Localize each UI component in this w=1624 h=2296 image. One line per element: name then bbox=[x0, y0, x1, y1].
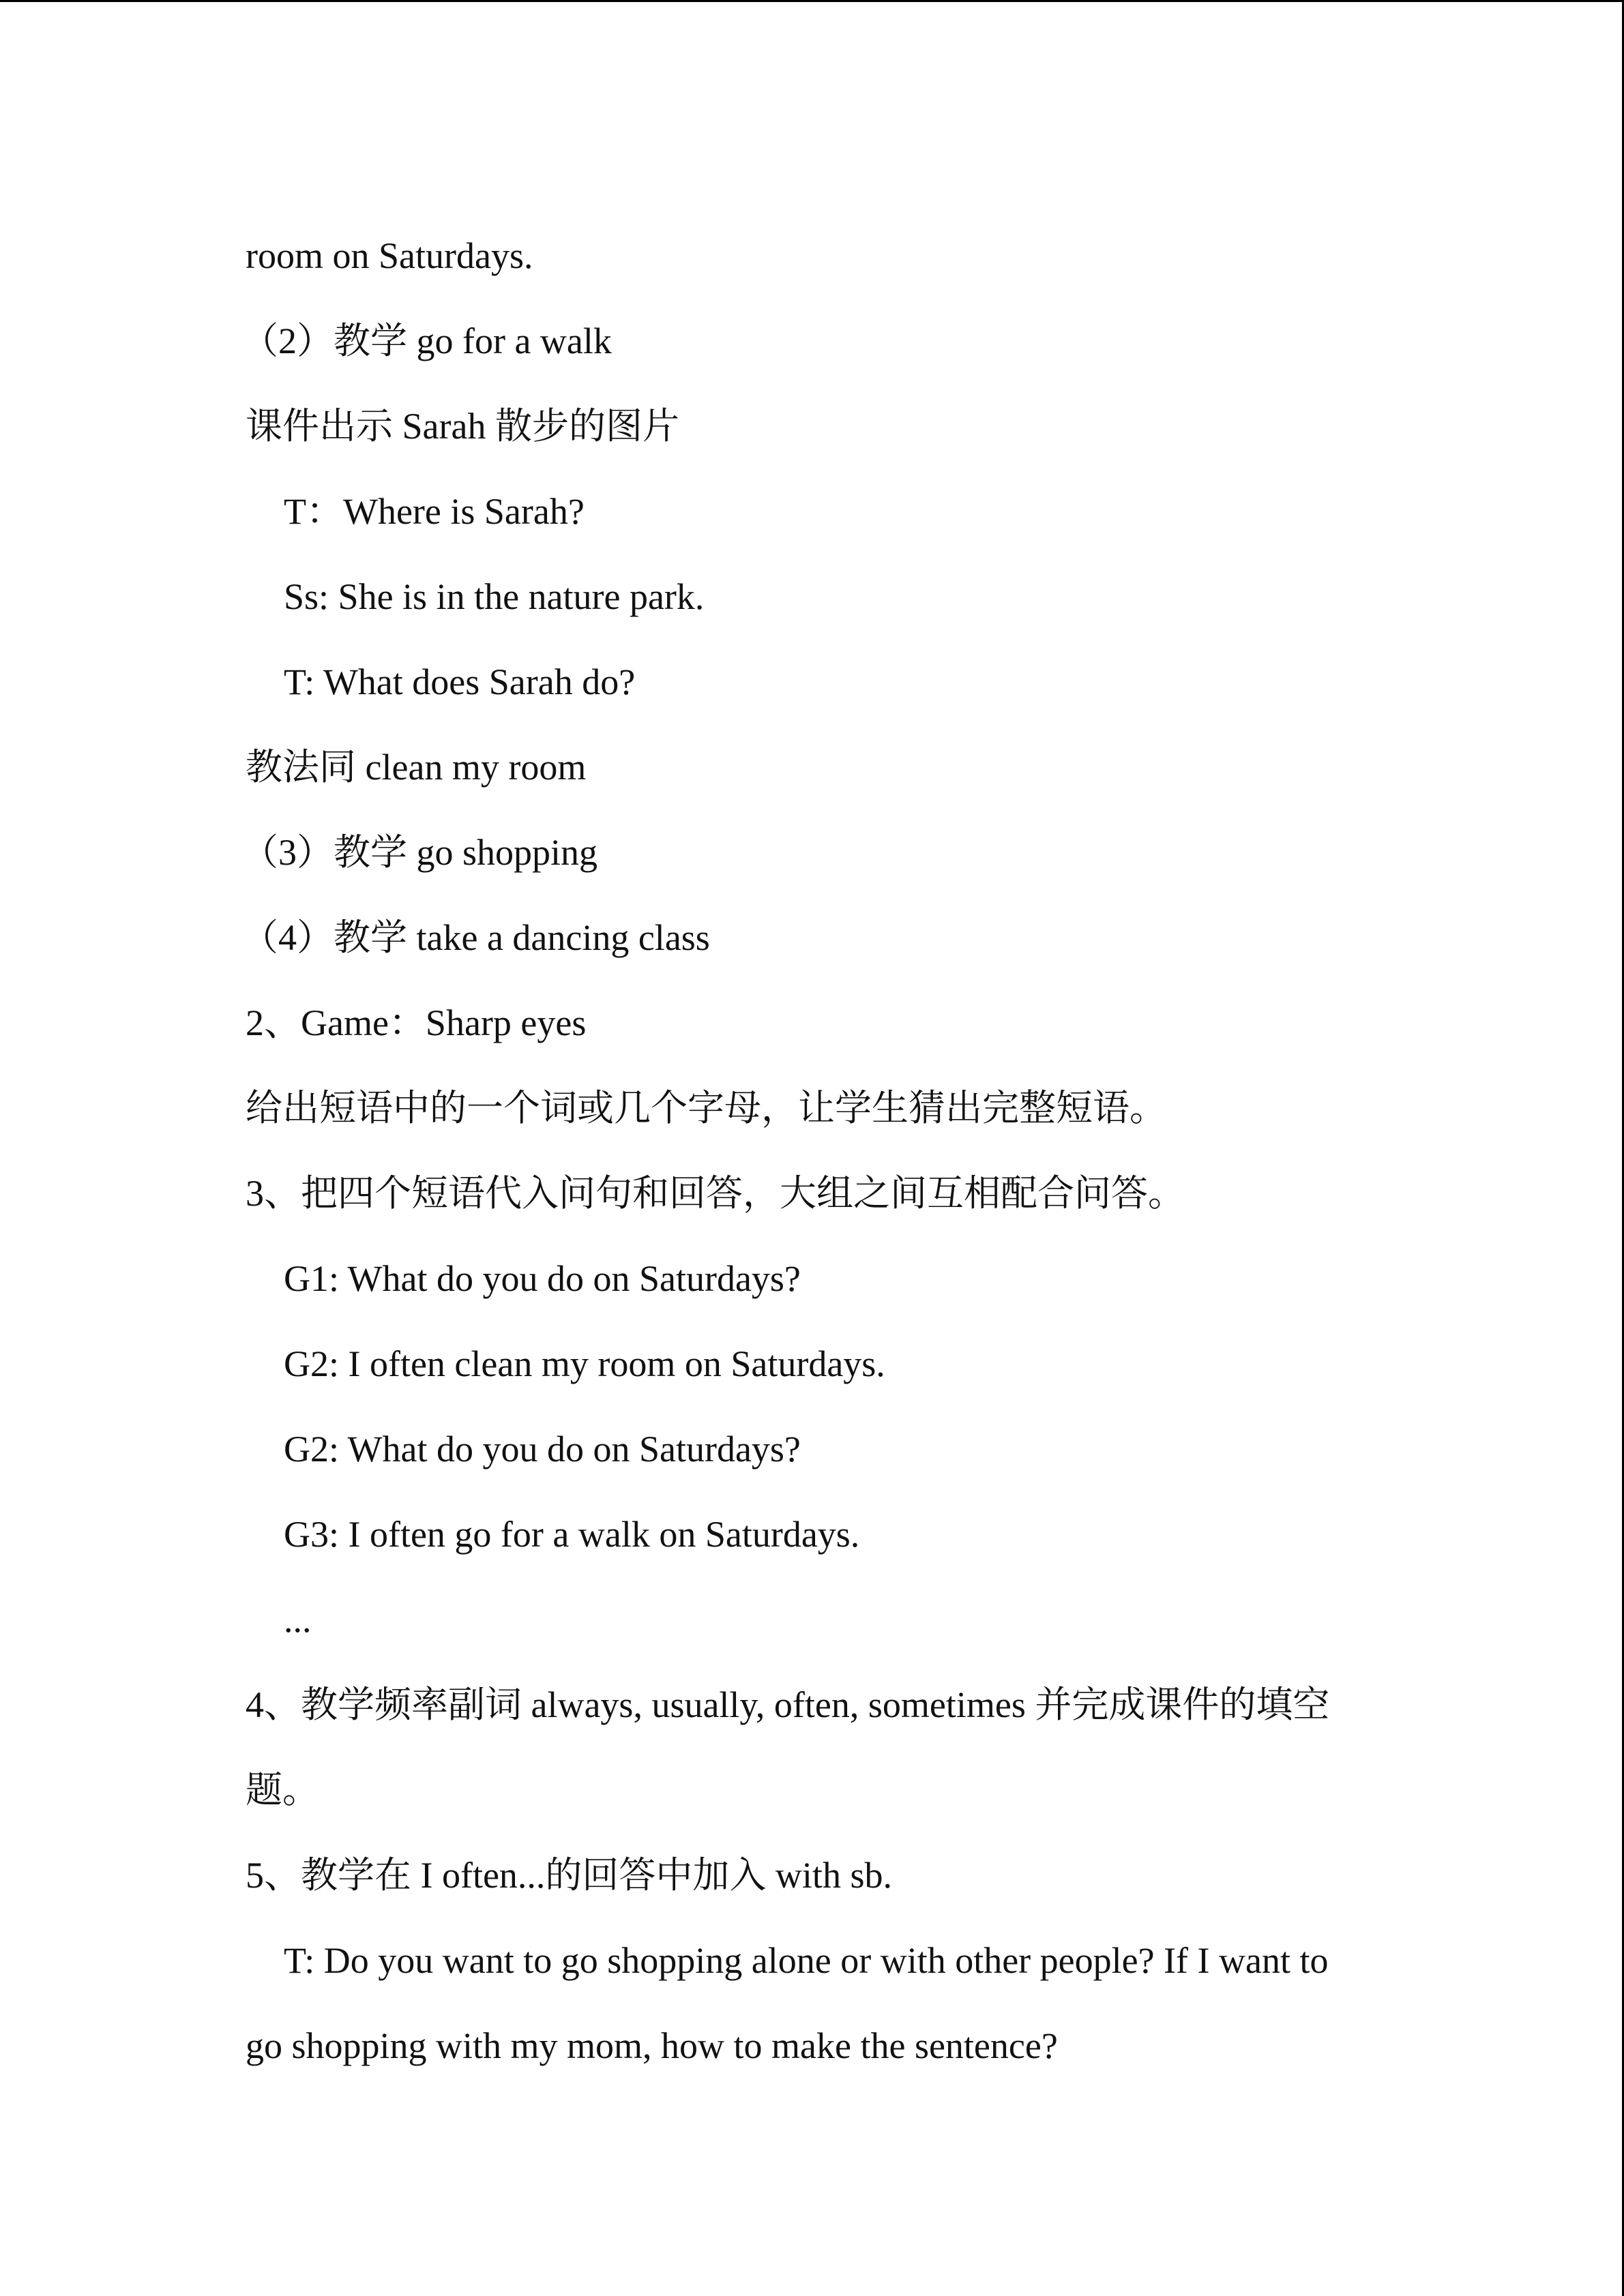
dialogue-line: T: Do you want to go shopping alone or with other people? If I want to bbox=[284, 1940, 1329, 1981]
text-line: 教法同 clean my room bbox=[246, 747, 587, 788]
text-line: room on Saturdays. bbox=[246, 235, 533, 276]
text-line: 题。 bbox=[246, 1770, 319, 1810]
ellipsis-line: ... bbox=[284, 1599, 312, 1640]
section-heading: （4）教学 take a dancing class bbox=[241, 917, 710, 958]
dialogue-line: G2: What do you do on Saturdays? bbox=[284, 1429, 801, 1470]
dialogue-line: T: What does Sarah do? bbox=[284, 661, 636, 702]
section-heading: 2、Game：Sharp eyes bbox=[246, 1002, 587, 1043]
section-heading: 3、把四个短语代入问句和回答，大组之间互相配合问答。 bbox=[246, 1173, 1185, 1214]
dialogue-line: G3: I often go for a walk on Saturdays. bbox=[284, 1514, 860, 1555]
dialogue-line: G2: I often clean my room on Saturdays. bbox=[284, 1343, 885, 1384]
section-heading: （2）教学 go for a walk bbox=[241, 320, 612, 361]
section-heading: 5、教学在 I often...的回答中加入 with sb. bbox=[246, 1855, 892, 1896]
dialogue-line: T：Where is Sarah? bbox=[284, 491, 585, 532]
section-heading: 4、教学频率副词 always, usually, often, sometimes 并完成课件的填空 bbox=[246, 1684, 1330, 1725]
dialogue-line: G1: What do you do on Saturdays? bbox=[284, 1258, 801, 1299]
section-heading: （3）教学 go shopping bbox=[241, 832, 598, 873]
text-line: 课件出示 Sarah 散步的图片 bbox=[246, 406, 679, 447]
text-line: 给出短语中的一个词或几个字母，让学生猜出完整短语。 bbox=[246, 1088, 1166, 1129]
document-body bbox=[241, 213, 1391, 2089]
text-line: go shopping with my mom, how to make the sentence? bbox=[246, 2025, 1058, 2066]
dialogue-line: Ss: She is in the nature park. bbox=[284, 576, 705, 617]
